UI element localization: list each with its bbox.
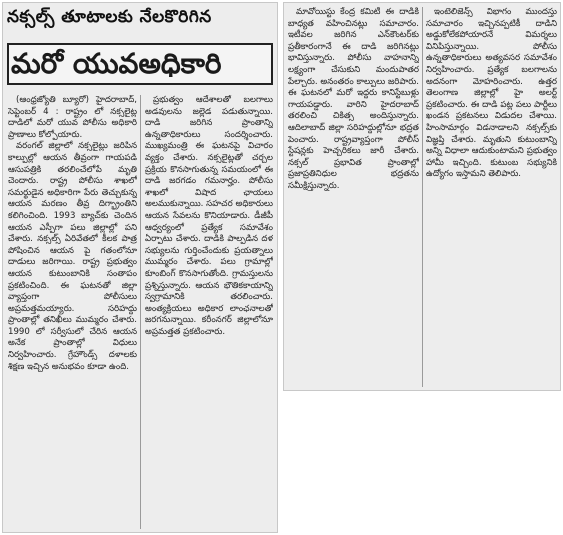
article-clipping-left — [2, 2, 278, 533]
article-column-2 — [145, 95, 273, 529]
subheadline-boxed: మరో యువఅధికారి — [7, 43, 273, 85]
body-paragraph: ఇంటెలిజెన్స్ విభాగం ముందస్తు సమాచారం ఇచ్చినప్పటికీ దాడిని అడ్డుకోలేకపోయారనే విమర్శలు వినిపిస్తున్నాయి. పోలీసు ఉన్నతాధికారులు అత్యవసర సమావేశం నిర్వహించారు. ప్రత్యేక బలగాలను అదనంగా మోహరించారు. ఉత్తర తెలంగాణ జిల్లాల్లో హై అలర్ట్ ప్రకటించారు. ఈ దాడి పట్ల పలు పార్టీలు ఖండన ప్రకటనలు విడుదల చేశాయి. హింసామార్గం విడనాడాలని నక్సల్స్‌కు విజ్ఞప్తి చేశారు. మృతుని కుటుంబాన్ని అన్ని విధాలా ఆదుకుంటామని ప్రభుత్వం హామీ ఇచ్చింది. కుటుంబ సభ్యునికి ఉద్యోగం ఇస్తామని తెలిపారు. — [426, 7, 557, 180]
article-column-1 — [8, 95, 137, 529]
column-divider — [422, 7, 423, 387]
article-column-3 — [288, 7, 419, 387]
article-clipping-right — [283, 2, 561, 391]
headline: నక్సల్స్ తూటాలకు నేలకొరిగిన — [7, 7, 212, 27]
body-paragraph: ప్రభుత్వం ఆదేశాలతో బలగాలు అడవులను జల్లెడ పడుతున్నాయి. దాడి జరిగిన ప్రాంతాన్ని ఉన్నతాధికారులు సందర్శించారు. ముఖ్యమంత్రి ఈ ఘటనపై విచారం వ్యక్తం చేశారు. నక్సలైట్లతో చర్చల ప్రక్రియ కొనసాగుతున్న సమయంలో ఈ దాడి జరగడం గమనార్హం. పోలీసు శాఖలో విషాద ఛాయలు అలముకున్నాయి. సహచర అధికారులు ఆయన సేవలను కొనియాడారు. డీజీపీ ఆధ్వర్యంలో ప్రత్యేక సమావేశం ఏర్పాటు చేశారు. దాడికి పాల్పడిన దళ సభ్యులను గుర్తించేందుకు ప్రయత్నాలు ముమ్మరం చేశారు. పలు గ్రామాల్లో కూంబింగ్ కొనసాగుతోంది. గ్రామస్తులను ప్రశ్నిస్తున్నారు. ఆయన భౌతికకాయాన్ని స్వగ్రామానికి తరలించారు. అంత్యక్రియలు అధికార లాంఛనాలతో జరగనున్నాయి. కరీంనగర్ జిల్లాలోనూ అప్రమత్తత ప్రకటించారు. — [145, 95, 273, 337]
body-paragraph: మావోయిస్టు కేంద్ర కమిటీ ఈ దాడికి బాధ్యత వహించినట్లు సమాచారం. ఇటీవల జరిగిన ఎన్‌కౌంటర్‌కు ప్రతీకారంగానే ఈ దాడి జరిగినట్లు భావిస్తున్నారు. పోలీసు వాహనాన్ని లక్ష్యంగా చేసుకుని మందుపాతర పేల్చారు. అనంతరం కాల్పులు జరిపారు. ఈ ఘటనలో మరో ఇద్దరు కానిస్టేబుళ్లు గాయపడ్డారు. వారిని హైదరాబాద్ తరలించి చికిత్స అందిస్తున్నారు. ఆదిలాబాద్ జిల్లా సరిహద్దుల్లోనూ భద్రత పెంచారు. రాష్ట్రవ్యాప్తంగా పోలీస్ స్టేషన్లకు హెచ్చరికలు జారీ చేశారు. నక్సల్ ప్రభావిత ప్రాంతాల్లో ప్రజాప్రతినిధుల భద్రతను సమీక్షిస్తున్నారు. — [288, 7, 419, 191]
dateline: (ఆంధ్రజ్యోతి బ్యూరో) హైదరాబాద్, సెప్టెంబర్ 4 : రాష్ట్రం లో నక్సలైట్ల దాడిలో మరో యువ పోలీసు అధికారి ప్రాణాలు కోల్పోయారు. — [8, 95, 137, 140]
body-paragraph: వరంగల్ జిల్లాలో నక్సలైట్లు జరిపిన కాల్పుల్లో ఆయన తీవ్రంగా గాయపడి ఆసుపత్రికి తరలించేలోపే మృతి చెందారు. రాష్ట్ర పోలీసు శాఖలో సమర్థుడైన అధికారిగా పేరు తెచ్చుకున్న ఆయన మరణం తీవ్ర దిగ్భ్రాంతిని కలిగించింది. 1993 బ్యాచ్‌కు చెందిన ఆయన ఎస్పీగా పలు జిల్లాల్లో పని చేశారు. నక్సల్స్ ఏరివేతలో కీలక పాత్ర పోషించిన ఆయన పై గతంలోనూ దాడులు జరిగాయి. రాష్ట్ర ప్రభుత్వం ఆయన కుటుంబానికి సంతాపం ప్రకటించింది. ఈ ఘటనతో జిల్లా వ్యాప్తంగా పోలీసులు అప్రమత్తమయ్యారు. సరిహద్దు ప్రాంతాల్లో తనిఖీలు ముమ్మరం చేశారు. 1990 లో సర్వీసులో చేరిన ఆయన అనేక ప్రాంతాల్లో విధులు నిర్వహించారు. గ్రేహౌండ్స్ దళాలకు శిక్షణ ఇచ్చిన అనుభవం కూడా ఉంది. — [8, 141, 137, 372]
column-divider — [140, 95, 141, 529]
article-column-4 — [426, 7, 557, 387]
